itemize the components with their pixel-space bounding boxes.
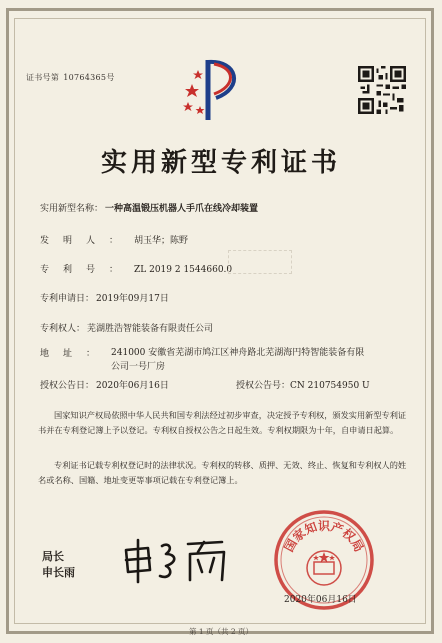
blank-stamp-area bbox=[228, 250, 292, 274]
inventor-label: 发明人： bbox=[40, 236, 133, 246]
grant-statement-paragraph: 国家知识产权局依照中华人民共和国专利法经过初步审查，决定授予专利权，颁发实用新型专利证书并在专利登记簿上予以登记。专利权自授权公告之日起生效。专利权期限为十年，自申请日起算。 bbox=[38, 410, 407, 435]
inventor-value: 胡玉华；陈野 bbox=[134, 236, 189, 246]
page-number: 第 1 页（共 2 页） bbox=[188, 627, 254, 636]
inventor-row bbox=[40, 233, 188, 246]
cnipa-logo-icon bbox=[178, 54, 248, 126]
patentee-label: 专利权人： bbox=[40, 324, 86, 334]
grant-number-label: 授权公告号： bbox=[236, 381, 291, 391]
grant-number bbox=[236, 378, 370, 391]
certificate-number-label: 证书号第 bbox=[26, 73, 60, 82]
legal-status-paragraph: 专利证书记载专利权登记时的法律状况。专利权的转移、质押、无效、终止、恢复和专利权人的姓名或名称、国籍、地址变更等事项记载在专利登记簿上。 bbox=[38, 460, 407, 485]
application-date-label: 专利申请日： bbox=[40, 294, 95, 304]
grant-row bbox=[40, 378, 370, 391]
utility-model-name-value: 一种高温锻压机器人手爪在线冷却装置 bbox=[105, 204, 259, 214]
grant-number-value: CN 210754950 U bbox=[290, 381, 370, 391]
patent-number-row bbox=[40, 262, 232, 275]
address-value: 241000 安徽省芜湖市鸠江区神舟路北芜湖海円特智能装备有限公司一号厂房 bbox=[111, 348, 365, 372]
certificate-number-suffix: 号 bbox=[106, 73, 115, 82]
utility-model-name-label: 实用新型名称： bbox=[40, 204, 104, 214]
certificate-number-value: 10764365 bbox=[63, 73, 107, 82]
grant-date-value: 2020年06月16日 bbox=[96, 381, 169, 391]
chief-name-label: 申长雨 bbox=[42, 566, 75, 579]
application-date-row bbox=[40, 291, 169, 304]
patent-number-label: 专利号： bbox=[40, 265, 133, 275]
address-label: 地址： bbox=[40, 349, 110, 359]
grant-date-label: 授权公告日： bbox=[40, 381, 95, 391]
address-row bbox=[40, 346, 400, 374]
patentee-row bbox=[40, 321, 213, 334]
certificate-title: 实用新型专利证书 bbox=[100, 148, 341, 178]
patent-number-value: ZL 2019 2 1544660.0 bbox=[134, 265, 233, 275]
patentee-value: 芜湖胜浩智能装备有限责任公司 bbox=[87, 324, 214, 334]
chief-label: 局长 bbox=[42, 550, 64, 563]
seal-text: 国家知识产权局 bbox=[281, 519, 367, 555]
utility-model-name-row bbox=[40, 201, 258, 214]
certificate-number bbox=[26, 72, 115, 83]
application-date-value: 2019年09月17日 bbox=[96, 294, 169, 304]
handwritten-signature-icon bbox=[118, 536, 238, 586]
qr-code-icon bbox=[358, 66, 406, 114]
seal-date: 2020年06月16日 bbox=[284, 595, 357, 605]
